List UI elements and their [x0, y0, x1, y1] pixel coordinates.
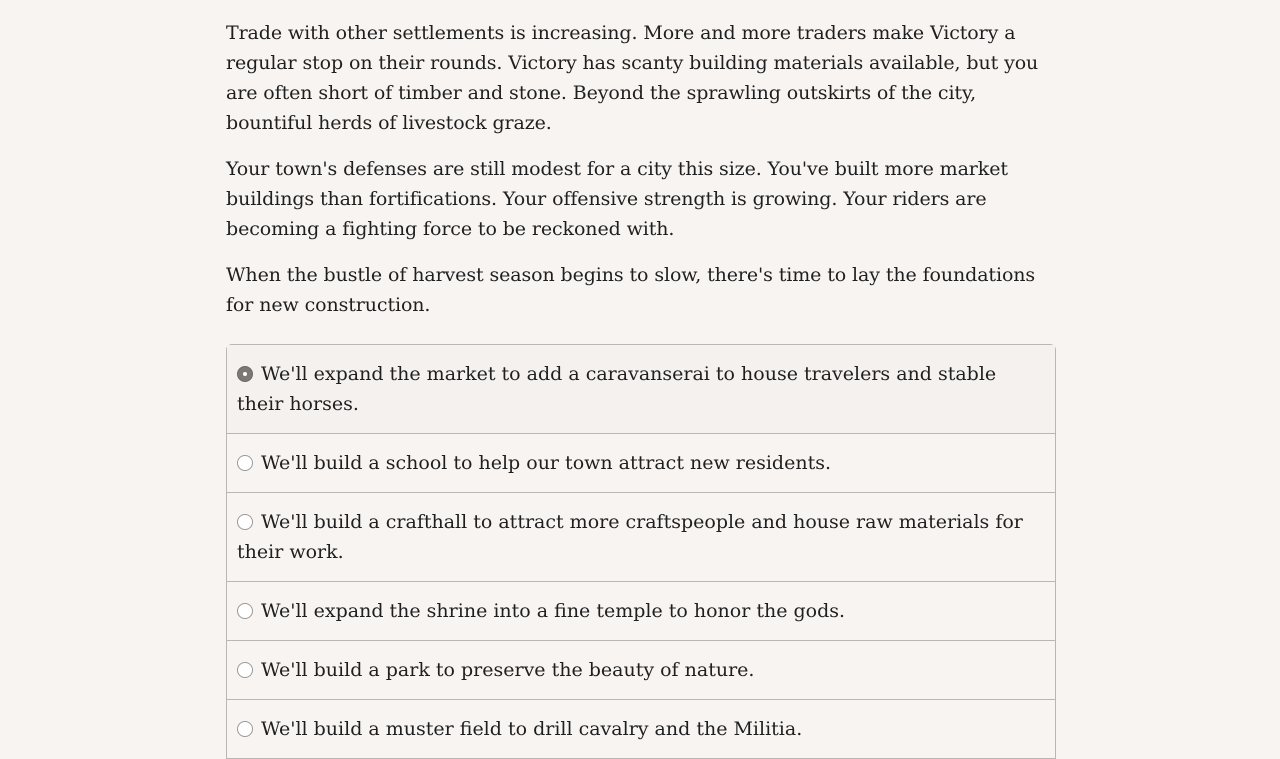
- story-paragraph: When the bustle of harvest season begins to slow, there's time to lay the foundations for new construction.: [226, 264, 1036, 316]
- radio-selected-icon[interactable]: [237, 366, 253, 382]
- choice-label: We'll build a park to preserve the beauty of nature.: [261, 659, 755, 681]
- choice-label: We'll build a muster field to drill cavalry and the Militia.: [261, 718, 803, 740]
- choice-option-muster-field[interactable]: [227, 700, 1055, 759]
- choice-option-caravanserai[interactable]: [227, 345, 1055, 434]
- choice-label: We'll build a school to help our town attract new residents.: [261, 452, 831, 474]
- story-paragraph: Trade with other settlements is increasing. More and more traders make Victory a regular stop on their rounds. Victory has scanty building materials available, but you are often short of timber and stone. Beyond the sprawling outskirts of the city, bountiful herds of livestock graze.: [226, 22, 1039, 134]
- radio-icon[interactable]: [237, 455, 253, 471]
- choice-option-park[interactable]: [227, 641, 1055, 700]
- choice-label: We'll expand the market to add a caravanserai to house travelers and stable their horses.: [237, 363, 997, 415]
- radio-icon[interactable]: [237, 721, 253, 737]
- story-page: [226, 18, 1056, 759]
- choice-option-school[interactable]: [227, 434, 1055, 493]
- choice-label: We'll build a crafthall to attract more craftspeople and house raw materials for their work.: [237, 511, 1023, 563]
- choice-label: We'll expand the shrine into a fine temple to honor the gods.: [261, 600, 846, 622]
- choice-list: [226, 344, 1056, 759]
- radio-icon[interactable]: [237, 514, 253, 530]
- radio-icon[interactable]: [237, 662, 253, 678]
- radio-icon[interactable]: [237, 603, 253, 619]
- choice-option-temple[interactable]: [227, 582, 1055, 641]
- story-paragraph: Your town's defenses are still modest for a city this size. You've built more market buildings than fortifications. Your offensive strength is growing. Your riders are becoming a fighting force to be reckoned with.: [226, 158, 1008, 240]
- choice-option-crafthall[interactable]: [227, 493, 1055, 582]
